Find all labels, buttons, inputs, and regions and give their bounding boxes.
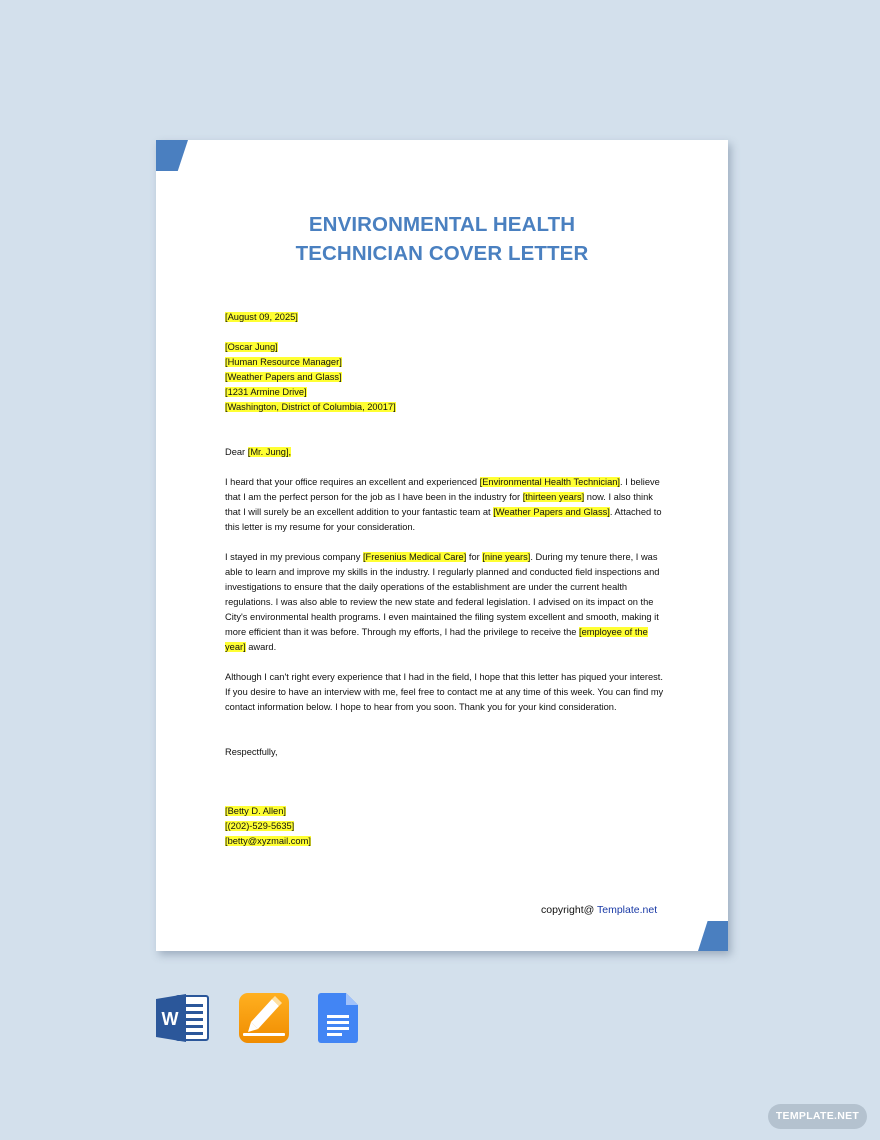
letter-body <box>225 310 665 849</box>
svg-text:W: W <box>161 1009 179 1029</box>
copyright-brand-link[interactable]: Template.net <box>597 904 658 916</box>
paragraph-2: I stayed in my previous company [Fresenius Medical Care] for [nine years]. During my tenure there, I was able to learn and improve my skills in the industry. I regularly planned and conducted field inspections and investigations to ensure that the daily operations of the establishment are under the current health regulations. I was also able to review the new state and federal legislation. I advised on its impact on the City's environmental health programs. I even maintained the filing system excellent and smooth, making it more efficient than it was before. Through my efforts, I had the privilege to receive the [employee of the year] award. <box>225 552 660 652</box>
recipient-position: [Human Resource Manager] <box>225 357 342 367</box>
title-line-1: ENVIRONMENTAL HEALTH <box>308 213 576 236</box>
apple-pages-icon[interactable] <box>239 993 289 1043</box>
recipient-company: [Weather Papers and Glass] <box>225 372 342 382</box>
copyright-notice: copyright@ Template.net <box>541 904 658 916</box>
sender-name: [Betty D. Allen] <box>225 806 286 816</box>
microsoft-word-icon[interactable] <box>156 993 210 1043</box>
recipient-city: [Washington, District of Columbia, 20017] <box>225 402 396 412</box>
salutation: Dear [Mr. Jung], <box>225 447 292 457</box>
paragraph-1: I heard that your office requires an excellent and experienced [Environmental Health Technician]. I believe that I am the perfect person for the job as I have been in the industry for [thirteen years] now. I also think that I will surely be an excellent addition to your fantastic team at [Weather Papers and Glass]. Attached to this letter is my resume for your consideration. <box>225 477 662 532</box>
corner-decoration-top-left <box>156 140 188 171</box>
template-net-badge[interactable]: TEMPLATE.NET <box>768 1104 867 1129</box>
paragraph-3: Although I can't right every experience that I had in the field, I hope that this letter has piqued your interest. If you desire to have an interview with me, feel free to contact me at any time of this week. You can find my contact information below. I hope to hear from you soon. Thank you for your kind consideration. <box>225 672 664 712</box>
recipient-street: [1231 Armine Drive] <box>225 387 307 397</box>
sender-email: [betty@xyzmail.com] <box>225 836 311 846</box>
letter-date: [August 09, 2025] <box>225 312 298 322</box>
letter-page <box>156 140 728 951</box>
sender-block <box>225 804 665 849</box>
recipient-block <box>225 340 665 415</box>
google-docs-icon[interactable] <box>318 993 358 1043</box>
corner-decoration-bottom-right <box>698 921 728 951</box>
letter-title <box>156 210 728 268</box>
title-line-2: TECHNICIAN COVER LETTER <box>295 242 589 265</box>
sender-phone: [(202)-529-5635] <box>225 821 295 831</box>
recipient-name: [Oscar Jung] <box>225 342 278 352</box>
salutation-name: [Mr. Jung], <box>247 447 292 457</box>
closing: Respectfully, <box>225 747 278 757</box>
